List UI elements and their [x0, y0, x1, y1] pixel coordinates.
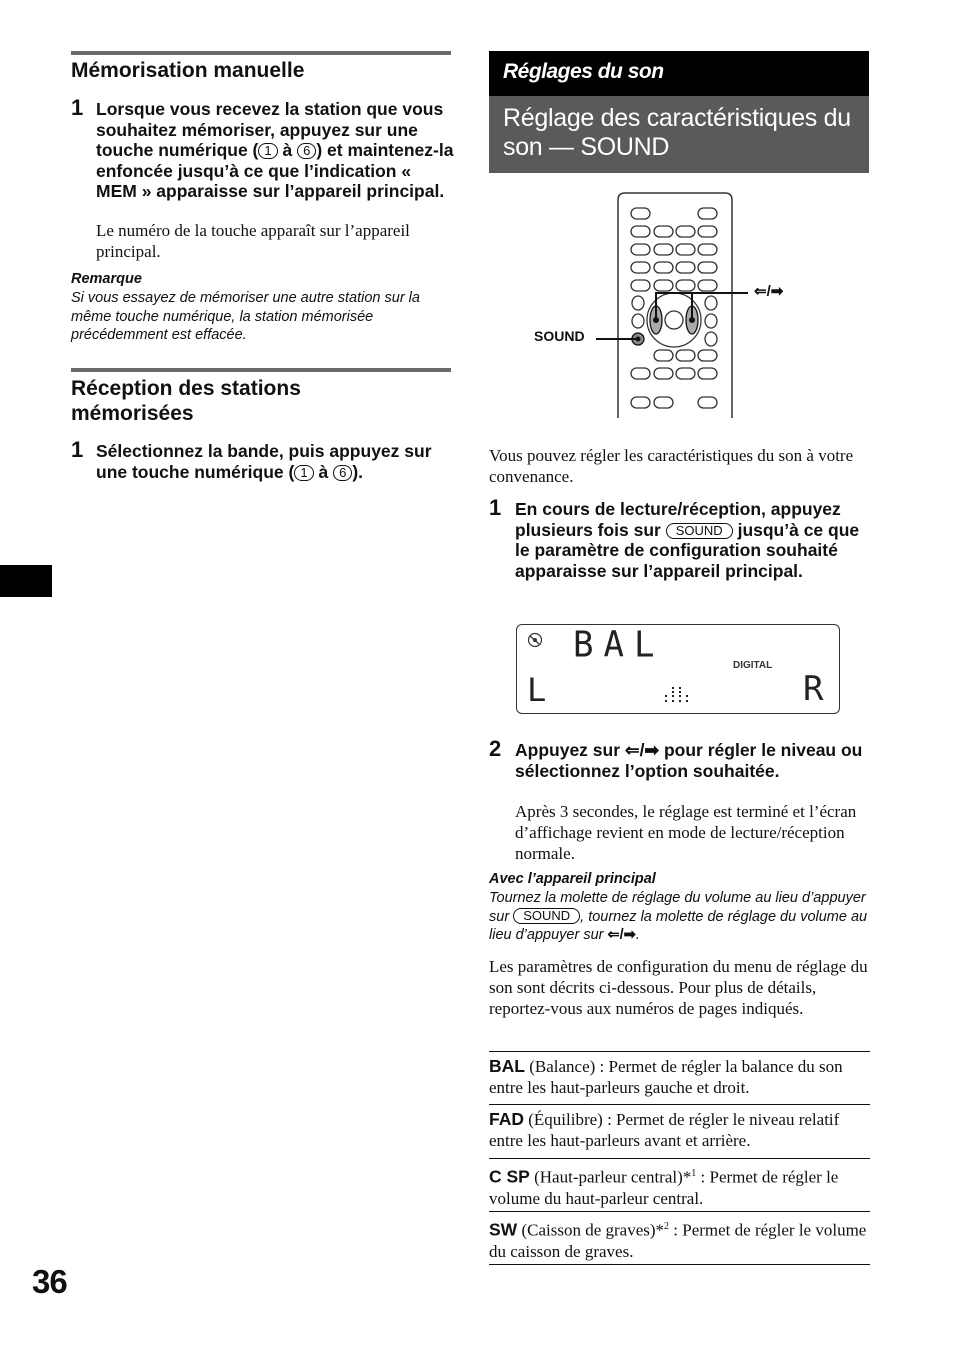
note-text-part: . [635, 927, 640, 943]
step-text: jusqu’à ce que le paramètre de configuration souhaité apparaisse sur l’appareil principal. [515, 519, 860, 581]
step-text: ) et maintenez-la enfoncée jusqu’à ce que l’indication « MEM » apparaisse sur l’appareil principal. [96, 140, 454, 201]
param-term: SW [489, 1219, 518, 1240]
section-title-manual-memory: Mémorisation manuelle [71, 59, 305, 82]
arrow-keys-icon: ⇐/➡ [607, 927, 636, 943]
key-1: 1 [258, 143, 277, 159]
param-term: C SP [489, 1166, 530, 1187]
key-6: 6 [297, 143, 316, 159]
step-body: Après 3 secondes, le réglage est terminé et l’écran d’affichage revient en mode de lecture/réception normale. [515, 802, 857, 863]
heading-banner [489, 96, 869, 173]
params-intro: Les paramètres de configuration du menu de réglage du son sont décrits ci-dessous. Pour plus de détails, reportez-vous aux numéros de pages indiqués. [489, 957, 868, 1018]
key-1: 1 [294, 465, 313, 481]
remote-control-icon [530, 190, 820, 420]
param-desc: : Permet de régler le volume du caisson de graves. [489, 1220, 867, 1261]
display-panel [516, 624, 840, 714]
balance-right: R [803, 669, 824, 709]
step-text: Appuyez sur [515, 740, 621, 760]
key-6: 6 [333, 465, 352, 481]
step-instruction [515, 740, 870, 781]
balance-left: L [527, 671, 547, 709]
note-title: Remarque [71, 271, 142, 287]
param-term: BAL [489, 1056, 525, 1076]
param-desc: (Balance) : Permet de régler la balance du son entre les haut-parleurs gauche et droit. [489, 1057, 843, 1097]
table-row [489, 1109, 869, 1151]
digital-label: DIGITAL [733, 660, 773, 671]
disc-icon [527, 632, 543, 648]
note-text [489, 889, 874, 945]
sound-key: SOUND [666, 523, 733, 539]
section-rule [71, 51, 451, 55]
table-rule [489, 1264, 870, 1265]
table-rule [489, 1104, 870, 1105]
step-body: Le numéro de la touche apparaît sur l’appareil principal. [96, 221, 410, 261]
category-banner [489, 51, 869, 96]
section-title-preset-reception: Réception des stations mémorisées [71, 377, 301, 425]
step-text: ). [352, 461, 364, 482]
sound-key: SOUND [513, 908, 580, 924]
arrow-label: ⇐/➡ [754, 283, 784, 300]
category-title: Réglages du son [503, 60, 664, 83]
step-instruction [515, 499, 870, 581]
step-text: Sélectionnez la bande, puis appuyez sur une touche numérique ( [96, 441, 432, 482]
step-instruction [96, 99, 456, 202]
sound-label: SOUND [534, 328, 585, 344]
table-row [489, 1056, 869, 1098]
step-text: pour régler le niveau ou sélectionnez l’option souhaitée. [515, 740, 863, 781]
step-text: Lorsque vous recevez la station que vous souhaitez mémoriser, appuyez sur une touche numérique ( [96, 99, 444, 160]
step-number: 2 [489, 736, 502, 761]
step-number: 1 [71, 437, 84, 462]
step-instruction [96, 441, 456, 482]
table-rule [489, 1211, 870, 1212]
section-rule [71, 368, 451, 372]
intro-text: Vous pouvez régler les caractéristiques du son à votre convenance. [489, 446, 854, 486]
param-desc: (Haut-parleur central)* [534, 1167, 692, 1187]
display-main-text: BAL [573, 624, 665, 666]
table-row [489, 1216, 869, 1262]
param-desc: (Équilibre) : Permet de régler le niveau relatif entre les haut-parleurs avant et arrière. [489, 1110, 840, 1150]
footnote-ref: 2 [664, 1221, 670, 1232]
chapter-tab [0, 565, 52, 597]
arrow-keys-icon: ⇐/➡ [624, 740, 660, 760]
table-rule [489, 1051, 870, 1052]
balance-indicator-icon [662, 677, 692, 705]
note-title: Avec l’appareil principal [489, 871, 656, 887]
step-text: à [318, 461, 329, 482]
step-number: 1 [71, 95, 84, 120]
param-desc: (Caisson de graves)* [521, 1220, 665, 1240]
page-number: 36 [32, 1263, 67, 1300]
step-text: En cours de lecture/réception, appuyez plusieurs fois sur [515, 499, 841, 540]
param-desc: : Permet de régler le volume du haut-parleur central. [489, 1167, 839, 1208]
footnote-ref: 1 [691, 1168, 697, 1179]
step-text: à [282, 140, 293, 160]
note-text: Si vous essayez de mémoriser une autre station sur la même touche numérique, la station mémorisée précédemment est effacée. [71, 290, 420, 343]
table-row [489, 1163, 869, 1209]
remote-illustration [530, 190, 820, 420]
table-rule [489, 1158, 870, 1159]
note-text-part: Tournez la molette de réglage du volume au lieu d’appuyer sur [489, 890, 866, 925]
note-text-part: , tournez la molette de réglage du volume au lieu d’appuyer sur [489, 908, 868, 943]
param-term: FAD [489, 1109, 524, 1129]
step-number: 1 [489, 495, 502, 520]
page-heading: Réglage des caractéristiques du son — SOUND [503, 104, 851, 161]
